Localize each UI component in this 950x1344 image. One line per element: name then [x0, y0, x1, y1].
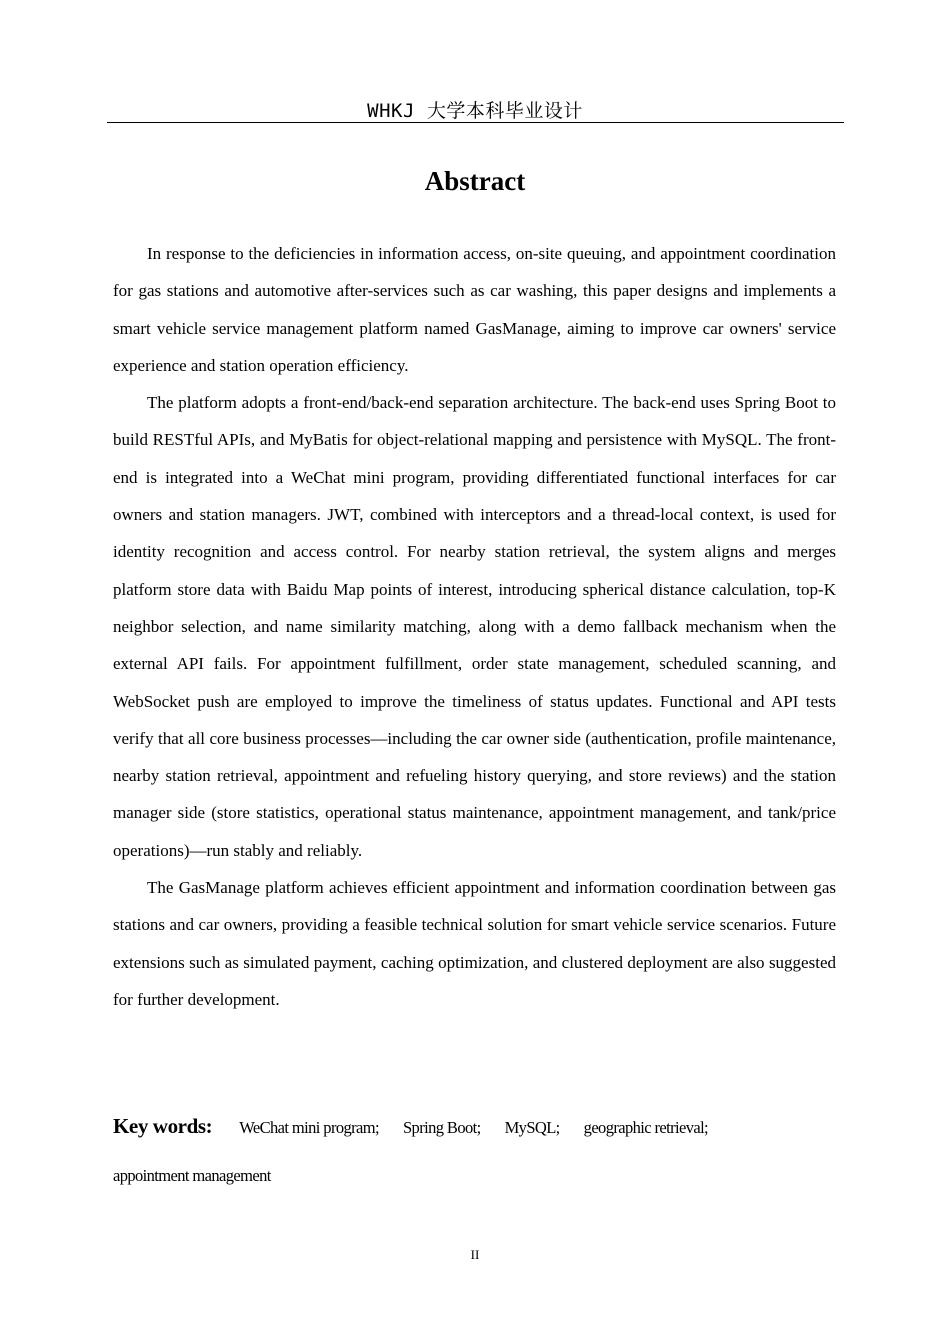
abstract-paragraph-2: The platform adopts a front-end/back-end separation architecture. The back-end uses Spring Boot to build RESTful APIs, and MyBatis for object-relational mapping and persistence with MySQL. The front-end is integrated into a WeChat mini program, providing differentiated functional interfaces for car owners and station managers. JWT, combined with interceptors and a thread-local context, is used for identity recognition and access control. For nearby station retrieval, the system aligns and merges platform store data with Baidu Map points of interest, introducing spherical distance calculation, top-K neighbor selection, and name similarity matching, along with a demo fallback mechanism when the external API fails. For appointment fulfillment, order state management, scheduled scanning, and WebSocket push are employed to improve the timeliness of status updates. Functional and API tests verify that all core business processes—including the car owner side (authentication, profile maintenance, nearby station retrieval, appointment and refueling history querying, and store reviews) and the station manager side (store statistics, operational status maintenance, appointment management, and tank/price operations)—run stably and reliably. — [113, 393, 836, 860]
keyword-item: MySQL; — [504, 1118, 560, 1137]
page-number: II — [470, 1247, 480, 1262]
keyword-item: WeChat mini program; — [239, 1118, 379, 1137]
running-header: WHKJ 大学本科毕业设计 — [367, 100, 583, 122]
abstract-body — [113, 235, 836, 1018]
keywords-label: Key words: — [113, 1114, 213, 1138]
keyword-item: appointment management — [113, 1166, 271, 1185]
keywords-section — [113, 1102, 836, 1200]
keyword-item: geographic retrieval; — [583, 1118, 709, 1137]
abstract-title: Abstract — [424, 166, 526, 196]
abstract-paragraph-1: In response to the deficiencies in information access, on-site queuing, and appointment coordination for gas stations and automotive after-services such as car washing, this paper designs and implements a smart vehicle service management platform named GasManage, aiming to improve car owners' service experience and station operation efficiency. — [113, 244, 836, 375]
header-divider — [107, 122, 844, 123]
abstract-paragraph-3: The GasManage platform achieves efficient appointment and information coordination between gas stations and car owners, providing a feasible technical solution for smart vehicle service scenarios. Future extensions such as simulated payment, caching optimization, and clustered deployment are also suggested for further development. — [113, 878, 836, 1009]
keyword-item: Spring Boot; — [402, 1118, 481, 1137]
